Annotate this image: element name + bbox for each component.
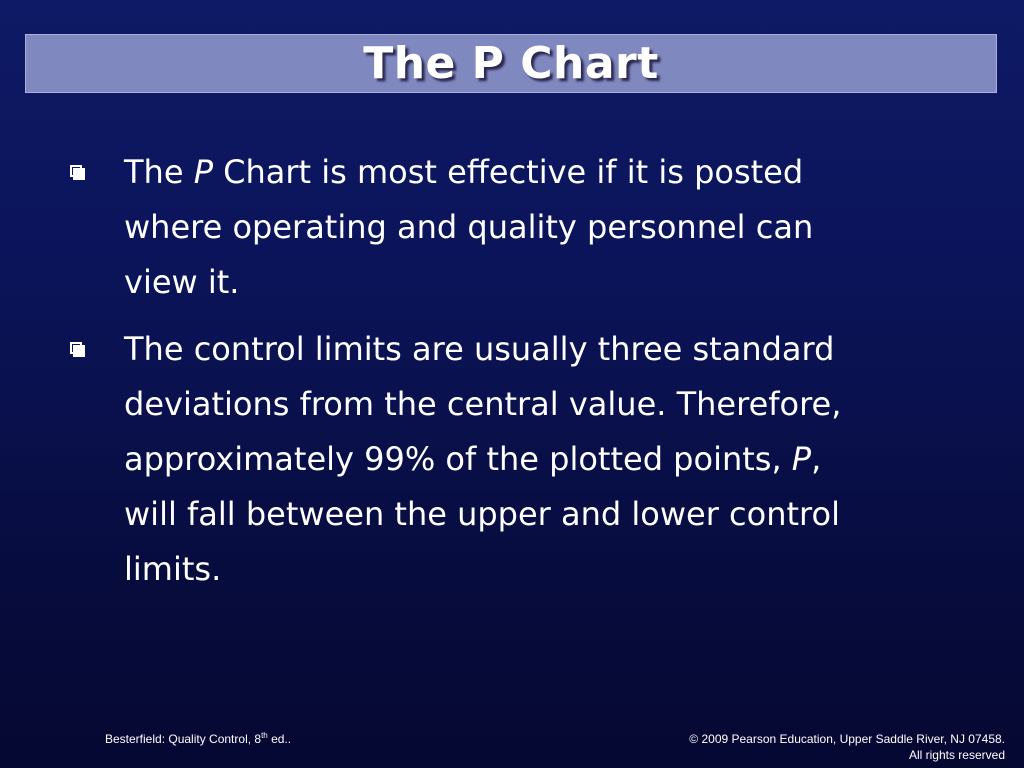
bullet-line: approximately 99% of the plotted points, P, — [124, 440, 822, 478]
bullet-item-1 — [70, 145, 950, 310]
bullet-line: where operating and quality personnel can — [124, 208, 814, 246]
bullet-line: The control limits are usually three standard — [124, 330, 835, 368]
footer-copyright — [689, 731, 1005, 763]
bullet-list — [70, 145, 950, 609]
bullet-text-1 — [124, 145, 813, 310]
title-bar — [25, 34, 997, 93]
bullet-line: will fall between the upper and lower control — [124, 495, 840, 533]
slide-title: The P Chart — [363, 38, 659, 89]
bullet-text-2 — [124, 322, 841, 597]
bullet-line: deviations from the central value. Therefore, — [124, 385, 842, 423]
bullet-item-2 — [70, 322, 950, 597]
bullet-line: view it. — [124, 263, 240, 301]
bullet-line: limits. — [124, 550, 222, 588]
footer-citation: Besterfield: Quality Control, 8th ed.. — [105, 731, 292, 746]
rights-line: All rights reserved — [908, 748, 1005, 762]
square-bullet-icon — [70, 342, 86, 358]
bullet-line: The P Chart is most effective if it is posted — [124, 153, 804, 191]
square-bullet-icon — [70, 165, 86, 181]
copyright-line: © 2009 Pearson Education, Upper Saddle River, NJ 07458. — [689, 732, 1005, 746]
